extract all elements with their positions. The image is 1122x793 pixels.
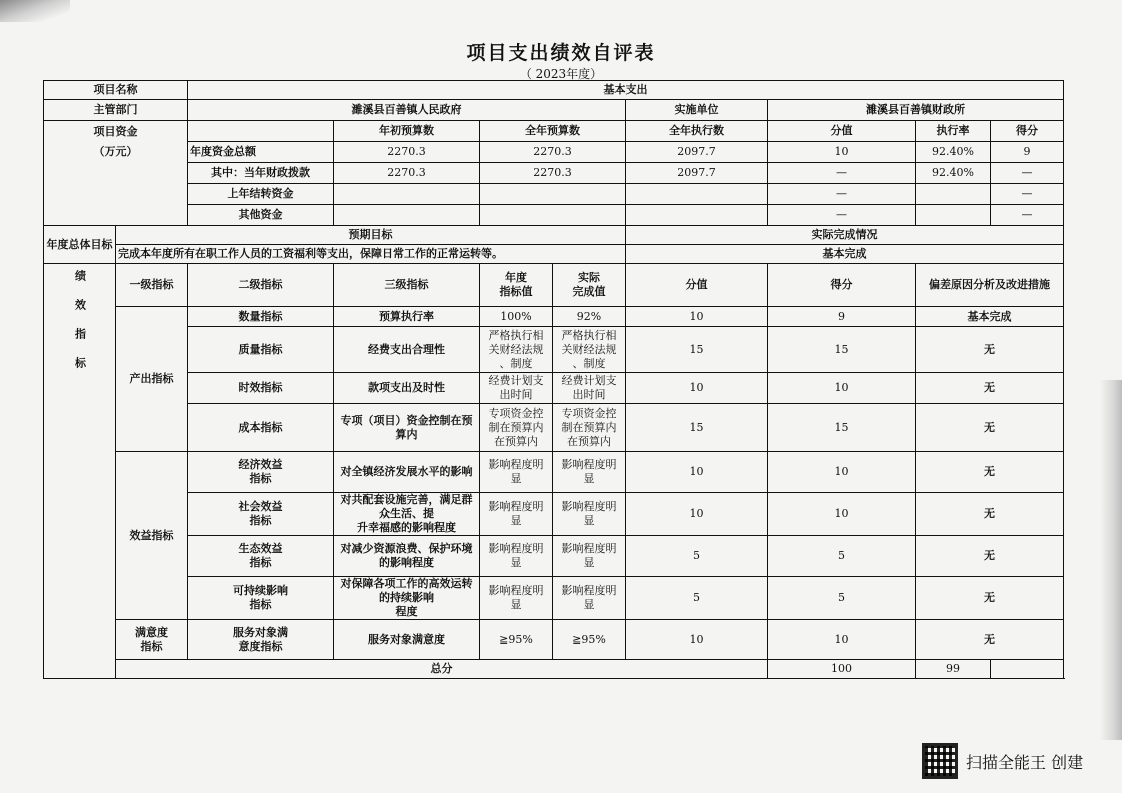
indicator-actual: 影响程度明 显 <box>553 577 626 620</box>
indicator-level2: 经济效益 指标 <box>188 452 334 493</box>
indicator-row <box>44 493 1064 536</box>
funds-row-begin <box>334 184 480 205</box>
indicator-row <box>44 452 1064 493</box>
indicator-level2: 服务对象满 意度指标 <box>188 620 334 660</box>
funds-label: 项目资金 <box>93 125 138 138</box>
indicator-row <box>44 404 1064 452</box>
funds-row-label: 其中：当年财政拨款 <box>188 163 334 184</box>
impl-unit-label: 实施单位 <box>626 100 768 121</box>
indicator-score: 10 <box>768 493 916 536</box>
indicator-actual: 影响程度明 显 <box>553 536 626 577</box>
indicator-actual: 经费计划支 出时间 <box>553 373 626 404</box>
dept-label: 主管部门 <box>44 100 188 121</box>
total-analysis-blank <box>991 660 1064 679</box>
indicator-score-value: 10 <box>626 620 768 660</box>
indicator-actual: ≧95% <box>553 620 626 660</box>
indicator-analysis: 无 <box>916 620 1064 660</box>
indicator-score-value: 10 <box>626 307 768 327</box>
col-score-value-header: 分值 <box>768 121 916 142</box>
funds-row-score-value: — <box>768 163 916 184</box>
indicator-level2: 社会效益 指标 <box>188 493 334 536</box>
row-indicator-header <box>44 264 1064 307</box>
indicator-level3: 对共配套设施完善，满足群众生活、提 升幸福感的影响程度 <box>334 493 480 536</box>
funds-row-exec <box>626 184 768 205</box>
total-score-value: 100 <box>768 660 916 679</box>
indicator-target: 专项资金控 制在预算内 在预算内 <box>480 404 553 452</box>
actual-value-header: 实际 完成值 <box>553 264 626 307</box>
project-name-value: 基本支出 <box>188 81 1064 100</box>
funds-unit: （万元） <box>93 145 138 158</box>
scan-shadow <box>0 0 70 22</box>
indicator-analysis: 无 <box>916 327 1064 373</box>
funds-row-rate <box>916 205 991 226</box>
funds-row-score-value: 10 <box>768 142 916 163</box>
indicator-score: 10 <box>768 452 916 493</box>
indicator-row <box>44 620 1064 660</box>
indicator-analysis: 无 <box>916 577 1064 620</box>
col-score-header: 得分 <box>991 121 1064 142</box>
indicator-score: 10 <box>768 373 916 404</box>
indicator-score-value: 15 <box>626 327 768 373</box>
output-indicators-label: 产出指标 <box>116 307 188 452</box>
funds-row-score: — <box>991 163 1064 184</box>
level2-header: 二级指标 <box>188 264 334 307</box>
indicator-score: 15 <box>768 404 916 452</box>
indicator-score-value: 10 <box>626 493 768 536</box>
funds-row-label: 年度资金总额 <box>188 142 334 163</box>
indicator-analysis: 无 <box>916 536 1064 577</box>
indicator-level2: 质量指标 <box>188 327 334 373</box>
indicator-target: 影响程度明 显 <box>480 536 553 577</box>
funds-row-full: 2270.3 <box>480 163 626 184</box>
indicator-level3: 专项（项目）资金控制在预算内 <box>334 404 480 452</box>
funds-row-begin <box>334 205 480 226</box>
expected-goal-header: 预期目标 <box>116 226 626 245</box>
row-goals-header <box>44 226 1064 245</box>
funds-row <box>44 163 1064 184</box>
indicator-score: 15 <box>768 327 916 373</box>
goal-section-label: 年度总体目标 <box>44 226 116 264</box>
indicator-actual: 严格执行相 关财经法规 、制度 <box>553 327 626 373</box>
actual-status-text: 基本完成 <box>626 245 1064 264</box>
funds-row-begin: 2270.3 <box>334 142 480 163</box>
indicator-actual: 影响程度明 显 <box>553 452 626 493</box>
indicators-section-label-cell <box>44 264 116 679</box>
funds-row-score-value: — <box>768 184 916 205</box>
indicators-section-label: 绩效指标 <box>73 270 87 386</box>
score-value-header: 分值 <box>626 264 768 307</box>
indicator-score: 9 <box>768 307 916 327</box>
indicator-target: 经费计划支 出时间 <box>480 373 553 404</box>
funds-row <box>44 205 1064 226</box>
indicator-level2: 数量指标 <box>188 307 334 327</box>
indicator-row <box>44 577 1064 620</box>
indicator-score-value: 10 <box>626 452 768 493</box>
indicator-score-value: 15 <box>626 404 768 452</box>
indicator-level3: 对减少资源浪费、保护环境的影响程度 <box>334 536 480 577</box>
indicator-score-value: 5 <box>626 536 768 577</box>
indicator-level3: 对保障各项工作的高效运转的持续影响 程度 <box>334 577 480 620</box>
funds-row-score: 9 <box>991 142 1064 163</box>
indicator-level3: 经费支出合理性 <box>334 327 480 373</box>
page-title: 项目支出绩效自评表 <box>466 42 656 64</box>
scan-shadow-right <box>1100 380 1122 740</box>
row-project-name <box>44 81 1064 100</box>
indicator-analysis: 基本完成 <box>916 307 1064 327</box>
funds-label-cell <box>44 121 188 226</box>
funds-row-full: 2270.3 <box>480 142 626 163</box>
indicator-level2: 可持续影响 指标 <box>188 577 334 620</box>
indicator-score: 5 <box>768 577 916 620</box>
analysis-header: 偏差原因分析及改进措施 <box>916 264 1064 307</box>
indicator-actual: 影响程度明 显 <box>553 493 626 536</box>
funds-row-label: 上年结转资金 <box>188 184 334 205</box>
indicator-actual: 92% <box>553 307 626 327</box>
indicator-level3: 款项支出及时性 <box>334 373 480 404</box>
indicator-target: ≧95% <box>480 620 553 660</box>
indicator-analysis: 无 <box>916 493 1064 536</box>
score-header: 得分 <box>768 264 916 307</box>
total-label: 总分 <box>116 660 768 679</box>
indicator-level3: 对全镇经济发展水平的影响 <box>334 452 480 493</box>
indicator-actual: 专项资金控 制在预算内 在预算内 <box>553 404 626 452</box>
indicator-score-value: 5 <box>626 577 768 620</box>
funds-row-exec: 2097.7 <box>626 163 768 184</box>
funds-row-score-value: — <box>768 205 916 226</box>
indicator-target: 影响程度明 显 <box>480 493 553 536</box>
year-label: （ 2023年度） <box>519 67 603 81</box>
indicator-level3: 服务对象满意度 <box>334 620 480 660</box>
indicator-analysis: 无 <box>916 373 1064 404</box>
scanner-watermark <box>922 743 1083 779</box>
indicator-target: 影响程度明 显 <box>480 577 553 620</box>
scanner-label: 扫描全能王 创建 <box>966 752 1084 772</box>
row-dept <box>44 100 1064 121</box>
col-rate-header: 执行率 <box>916 121 991 142</box>
funds-header-blank <box>188 121 334 142</box>
funds-row-rate: 92.40% <box>916 142 991 163</box>
indicator-level2: 生态效益 指标 <box>188 536 334 577</box>
funds-row-rate: 92.40% <box>916 163 991 184</box>
indicator-row <box>44 373 1064 404</box>
level3-header: 三级指标 <box>334 264 480 307</box>
funds-row-rate <box>916 184 991 205</box>
level1-header: 一级指标 <box>116 264 188 307</box>
impl-unit-value: 濉溪县百善镇财政所 <box>768 100 1064 121</box>
funds-row-begin: 2270.3 <box>334 163 480 184</box>
indicator-target: 严格执行相 关财经法规 、制度 <box>480 327 553 373</box>
indicator-analysis: 无 <box>916 452 1064 493</box>
row-funds-header <box>44 121 1064 142</box>
col-exec-header: 全年执行数 <box>626 121 768 142</box>
indicator-row <box>44 327 1064 373</box>
indicator-row <box>44 307 1064 327</box>
total-score: 99 <box>916 660 991 679</box>
evaluation-table <box>43 80 1064 679</box>
annual-target-header: 年度 指标值 <box>480 264 553 307</box>
indicator-target: 100% <box>480 307 553 327</box>
indicator-level3: 预算执行率 <box>334 307 480 327</box>
expected-goal-text: 完成本年度所有在职工作人员的工资福利等支出，保障日常工作的正常运转等。 <box>116 245 626 264</box>
indicator-level2: 成本指标 <box>188 404 334 452</box>
benefit-indicators-label: 效益指标 <box>116 452 188 620</box>
indicator-target: 影响程度明 显 <box>480 452 553 493</box>
dept-value: 濉溪县百善镇人民政府 <box>188 100 626 121</box>
indicator-score: 5 <box>768 536 916 577</box>
funds-row-full <box>480 184 626 205</box>
funds-row-exec <box>626 205 768 226</box>
indicator-score-value: 10 <box>626 373 768 404</box>
funds-row <box>44 184 1064 205</box>
indicator-analysis: 无 <box>916 404 1064 452</box>
funds-row-score: — <box>991 184 1064 205</box>
satisfaction-indicators-label: 满意度 指标 <box>116 620 188 660</box>
funds-row-exec: 2097.7 <box>626 142 768 163</box>
indicator-level2: 时效指标 <box>188 373 334 404</box>
actual-status-header: 实际完成情况 <box>626 226 1064 245</box>
funds-row-full <box>480 205 626 226</box>
indicator-row <box>44 536 1064 577</box>
project-name-label: 项目名称 <box>44 81 188 100</box>
qr-code-icon <box>922 743 958 779</box>
funds-row <box>44 142 1064 163</box>
funds-row-label: 其他资金 <box>188 205 334 226</box>
row-goals <box>44 245 1064 264</box>
col-full-header: 全年预算数 <box>480 121 626 142</box>
funds-row-score: — <box>991 205 1064 226</box>
row-total <box>44 660 1064 679</box>
col-begin-header: 年初预算数 <box>334 121 480 142</box>
indicator-score: 10 <box>768 620 916 660</box>
